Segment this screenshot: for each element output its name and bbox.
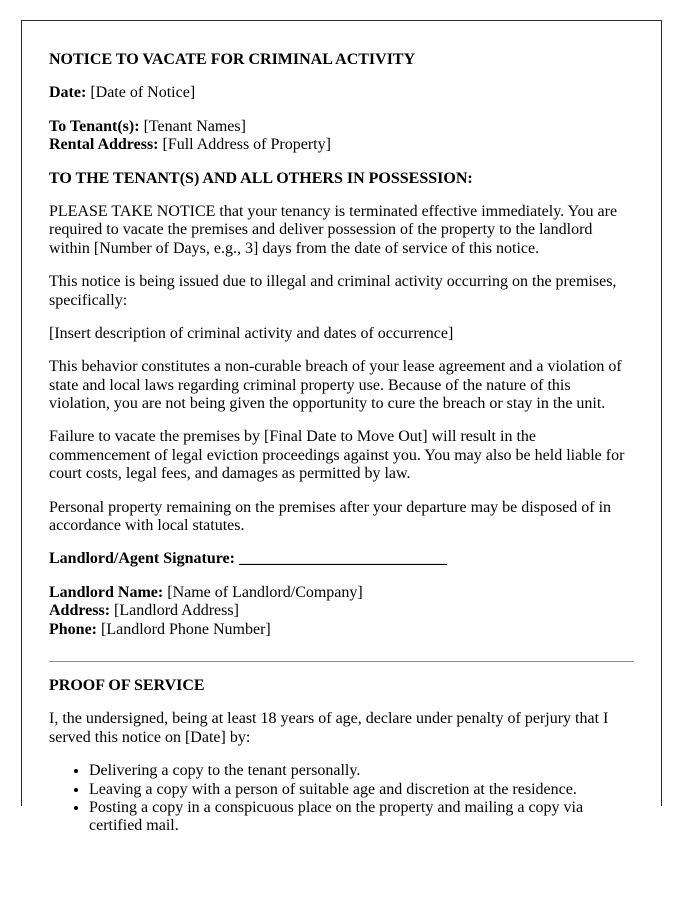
- paragraph-failure-to-vacate: Failure to vacate the premises by [Final Date to Move Out] will result in the commencement of legal eviction proceedings against you. You may also be held liable for court costs, legal fees, and damages as permitted by law.: [49, 428, 625, 483]
- landlord-phone-label: Phone:: [49, 620, 97, 638]
- paragraph-activity-placeholder: [Insert description of criminal activity and dates of occurrence]: [49, 324, 454, 342]
- paragraph-personal-property: Personal property remaining on the premises after your departure may be disposed of in accordance with local statutes.: [49, 498, 612, 535]
- service-method-item: • Posting a copy in a conspicuous place on the property and mailing a copy via certified mail.: [89, 799, 634, 836]
- date-line: [49, 84, 634, 102]
- paragraph-breach: This behavior constitutes a non-curable breach of your lease agreement and a violation of state and local laws regarding criminal property use. Because of the nature of this violation, you are not being given the opportunity to cure the breach or stay in the unit.: [49, 358, 622, 413]
- paragraph-issued-reason: This notice is being issued due to illegal and criminal activity occurring on the premises, specifically:: [49, 273, 617, 309]
- date-label: Date:: [49, 84, 87, 102]
- service-methods-list: [49, 762, 634, 836]
- rental-address-label: Rental Address:: [49, 136, 159, 154]
- landlord-address-value: [Landlord Address]: [114, 602, 239, 620]
- rental-address-value: [Full Address of Property]: [162, 136, 331, 154]
- date-value: [Date of Notice]: [90, 84, 196, 102]
- notice-document: [21, 20, 662, 835]
- paragraph-take-notice: PLEASE TAKE NOTICE that your tenancy is terminated effective immediately. You are required to vacate the premises and deliver possession of the property to the landlord within [Number of Days, e.g., 3] days from the date of service of this notice.: [49, 202, 618, 257]
- landlord-address-label: Address:: [49, 602, 111, 620]
- document-title: NOTICE TO VACATE FOR CRIMINAL ACTIVITY: [49, 51, 416, 68]
- landlord-phone-value: [Landlord Phone Number]: [101, 620, 271, 638]
- landlord-name-value: [Name of Landlord/Company]: [167, 583, 363, 601]
- service-method-item: • Leaving a copy with a person of suitable age and discretion at the residence.: [89, 781, 634, 799]
- signature-blank-line: __________________________: [238, 550, 447, 568]
- signature-label: Landlord/Agent Signature:: [49, 550, 235, 568]
- service-method-item: • Delivering a copy to the tenant personally.: [89, 762, 634, 780]
- landlord-name-label: Landlord Name:: [49, 583, 164, 601]
- proof-of-service-heading: PROOF OF SERVICE: [49, 676, 205, 694]
- tenant-value: [Tenant Names]: [143, 117, 246, 135]
- section-divider: [49, 661, 634, 662]
- tenant-address-block: [49, 118, 634, 155]
- signature-line: [49, 550, 634, 568]
- tenant-label: To Tenant(s):: [49, 117, 140, 135]
- proof-of-service-intro: I, the undersigned, being at least 18 years of age, declare under penalty of perjury that I served this notice on [Date] by:: [49, 710, 609, 746]
- landlord-contact-block: [49, 584, 634, 639]
- possession-heading: TO THE TENANT(S) AND ALL OTHERS IN POSSESSION:: [49, 169, 473, 187]
